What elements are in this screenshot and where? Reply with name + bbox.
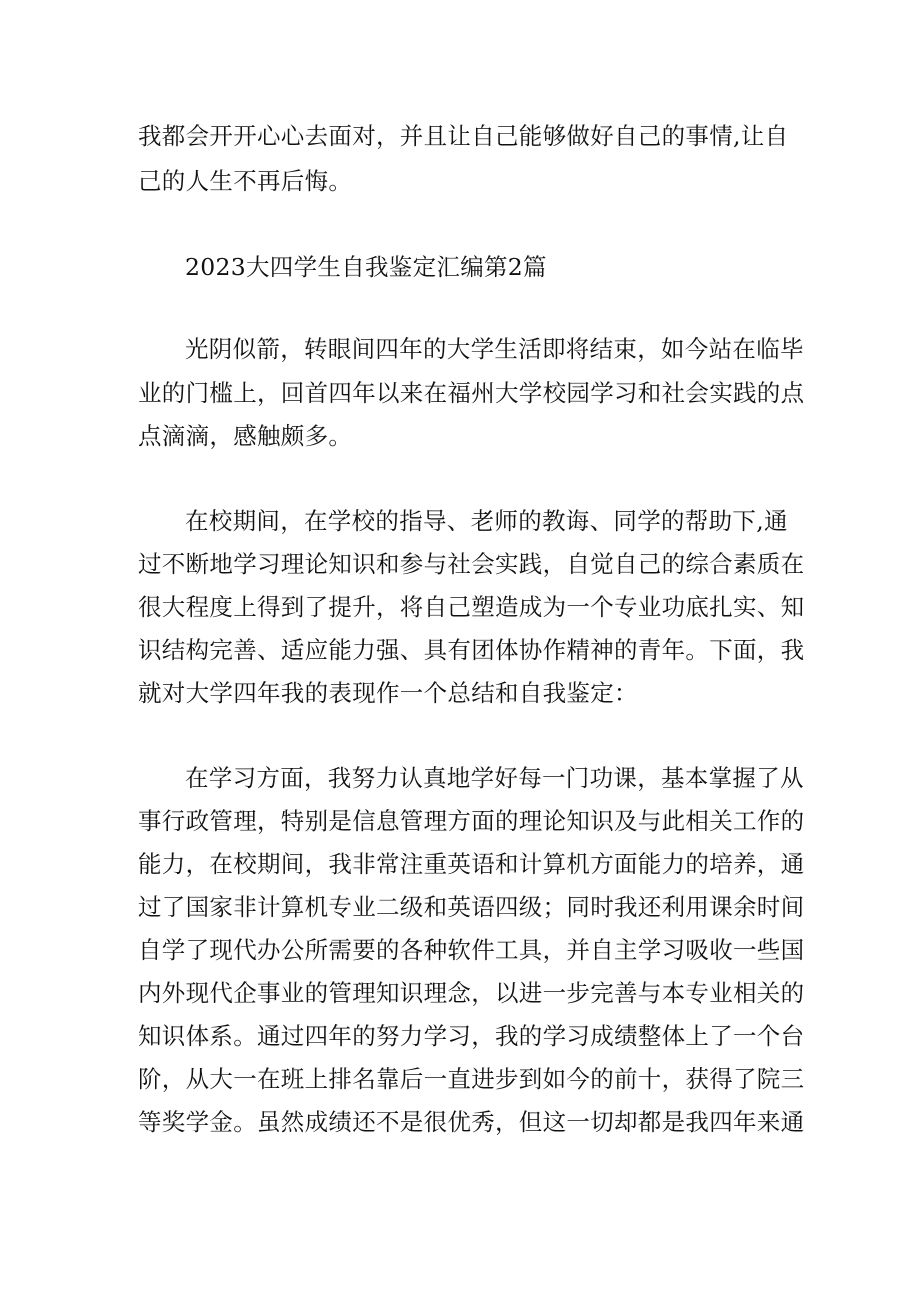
para3-line-1: 在学习方面，我努力认真地学好每一门功课，基本掌握了从 — [185, 764, 804, 792]
para3-line-3: 能力，在校期间，我非常注重英语和计算机方面能力的培养，通 — [138, 850, 805, 878]
para2-line-3: 很大程度上得到了提升，将自己塑造成为一个专业功底扎实、知 — [138, 593, 805, 621]
para2-line-5: 就对大学四年我的表现作一个总结和自我鉴定： — [138, 679, 638, 707]
para3-line-8: 阶，从大一在班上排名靠后一直进步到如今的前十，获得了院三 — [138, 1065, 805, 1093]
para1-line-1: 光阴似箭，转眼间四年的大学生活即将结束，如今站在临毕 — [185, 335, 804, 363]
para2-line-4: 识结构完善、适应能力强、具有团体协作精神的青年。下面，我 — [138, 636, 805, 664]
para3-line-7: 知识体系。通过四年的努力学习，我的学习成绩整体上了一个台 — [138, 1022, 805, 1050]
para3-line-5: 自学了现代办公所需要的各种软件工具，并自主学习吸收一些国 — [138, 936, 805, 964]
para3-line-4: 过了国家非计算机专业二级和英语四级；同时我还利用课余时间 — [138, 893, 805, 921]
section-heading: 2023大四学生自我鉴定汇编第2篇 — [185, 253, 547, 281]
para1-line-2: 业的门槛上，回首四年以来在福州大学校园学习和社会实践的点 — [138, 379, 805, 407]
para2-line-1: 在校期间，在学校的指导、老师的教诲、同学的帮助下,通 — [185, 507, 788, 535]
para3-line-2: 事行政管理，特别是信息管理方面的理论知识及与此相关工作的 — [138, 807, 805, 835]
intro-line-1: 我都会开开心心去面对，并且让自己能够做好自己的事情,让自 — [138, 122, 789, 150]
para3-line-9: 等奖学金。虽然成绩还不是很优秀，但这一切却都是我四年来通 — [138, 1108, 805, 1136]
para1-line-3: 点滴滴，感触颇多。 — [138, 422, 353, 450]
para3-line-6: 内外现代企事业的管理知识理念，以进一步完善与本专业相关的 — [138, 979, 805, 1007]
para2-line-2: 过不断地学习理论知识和参与社会实践，自觉自己的综合素质在 — [138, 550, 805, 578]
intro-line-2: 己的人生不再后悔。 — [138, 167, 353, 195]
